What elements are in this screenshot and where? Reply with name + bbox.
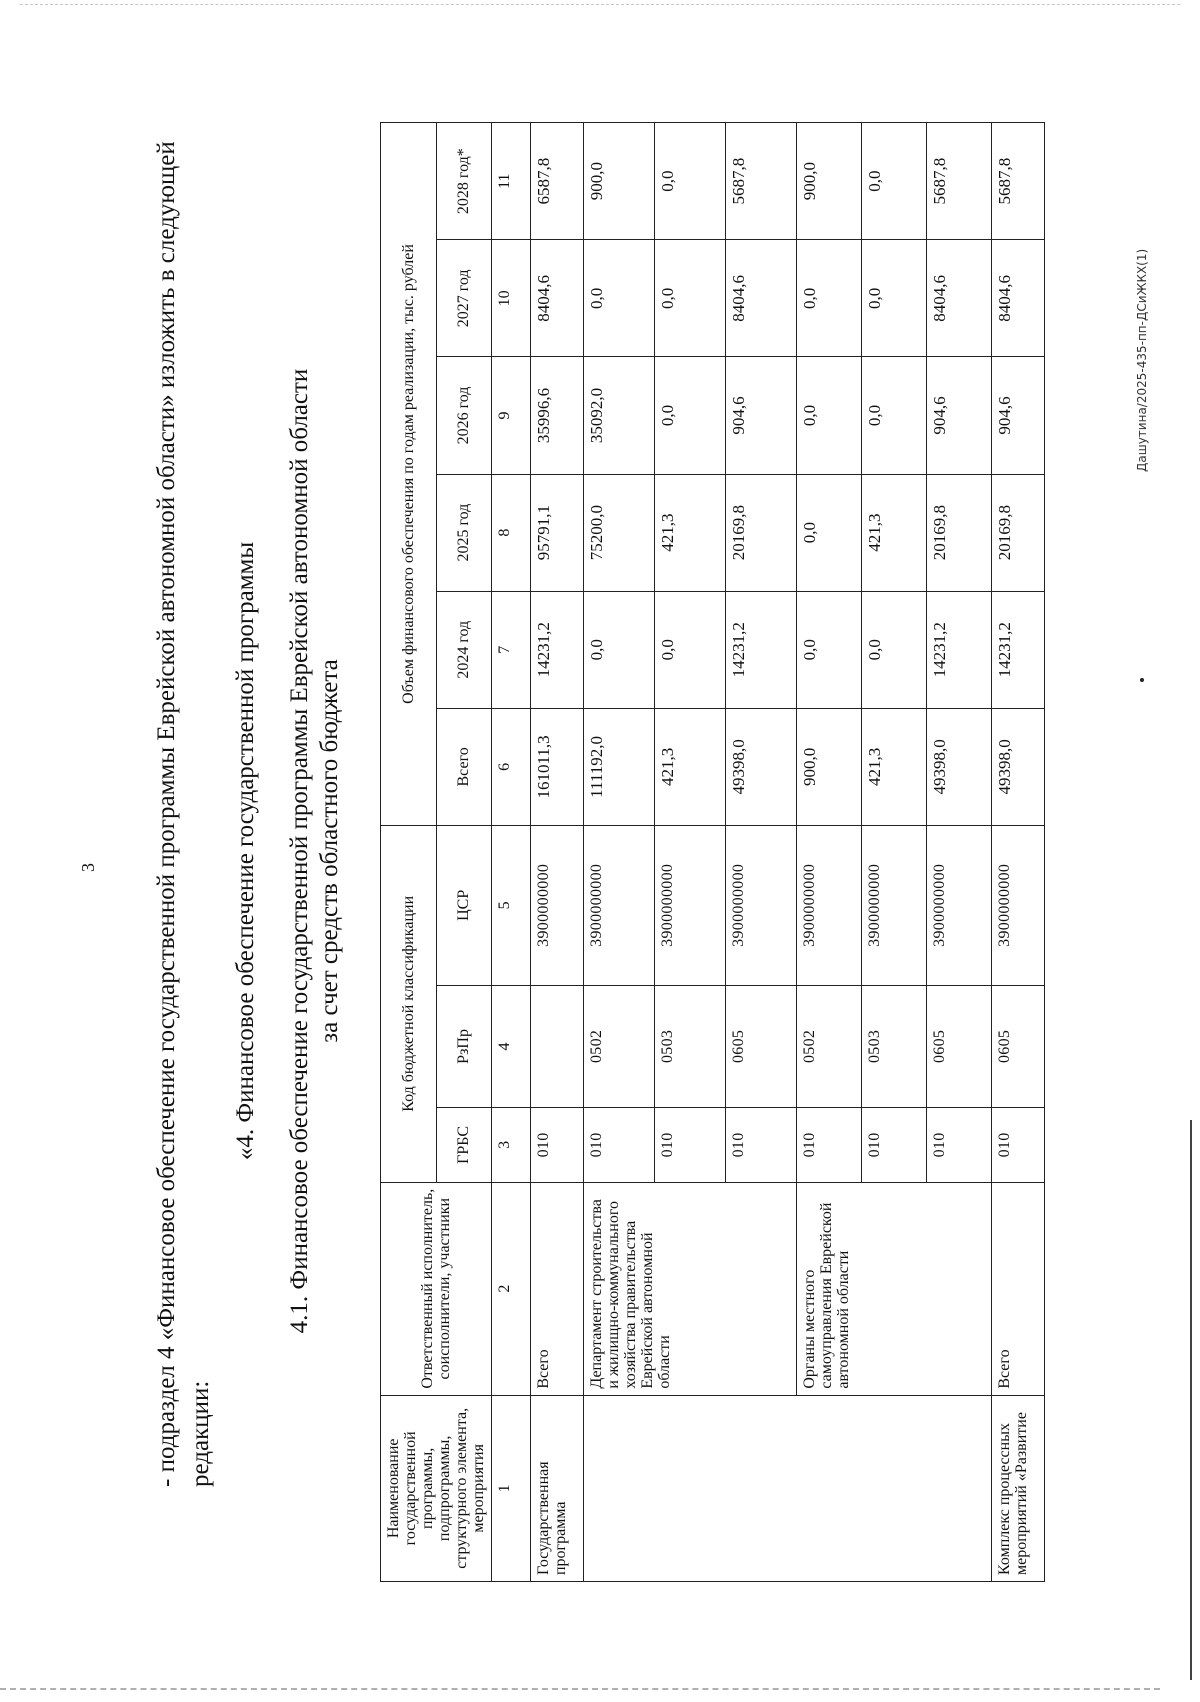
row-rzpr: 0605: [726, 985, 797, 1107]
row-2028: 0,0: [862, 123, 927, 240]
table-row: [992, 123, 1045, 1582]
row-2028: 900,0: [797, 123, 862, 240]
row-csr: 3900000000: [531, 825, 584, 985]
row-csr: 3900000000: [584, 825, 655, 985]
row-2024: 14231,2: [992, 591, 1045, 708]
row-grbs: 010: [992, 1108, 1045, 1183]
header-2027: 2027 год: [436, 240, 492, 357]
row-2024: 0,0: [862, 591, 927, 708]
row-csr: 3900000000: [992, 825, 1045, 985]
row-2026: 904,6: [927, 357, 992, 474]
row-csr: 3900000000: [655, 825, 726, 985]
row-2027: 8404,6: [531, 240, 584, 357]
column-number: 10: [492, 240, 531, 357]
header-csr: ЦСР: [436, 825, 492, 985]
row-2027: 0,0: [584, 240, 655, 357]
row-2028: 5687,8: [927, 123, 992, 240]
column-number: 5: [492, 825, 531, 985]
row-2026: 0,0: [797, 357, 862, 474]
row-grbs: 010: [927, 1108, 992, 1183]
row-total: 161011,3: [531, 708, 584, 825]
header-grbs: ГРБС: [436, 1108, 492, 1183]
row-2026: 904,6: [992, 357, 1045, 474]
row-2024: 0,0: [655, 591, 726, 708]
row-total: 49398,0: [927, 708, 992, 825]
row-total: 49398,0: [726, 708, 797, 825]
row-2028: 0,0: [655, 123, 726, 240]
header-name: Наименование государственной программы, подпрограммы, структурного элемента, мероприятия: [381, 1395, 492, 1581]
row-executor: Департамент строительства и жилищно-коммунального хозяйства правительства Еврейской автономной области: [584, 1182, 797, 1395]
row-2026: 35996,6: [531, 357, 584, 474]
column-number: 1: [492, 1395, 531, 1581]
row-2024: 0,0: [797, 591, 862, 708]
subsection-title-line2: за счет средств областного бюджета: [316, 659, 343, 1043]
row-rzpr: 0503: [862, 985, 927, 1107]
scan-dot: [1140, 678, 1144, 682]
column-number: 9: [492, 357, 531, 474]
row-2027: 0,0: [655, 240, 726, 357]
header-total: Всего: [436, 708, 492, 825]
column-number-row: [492, 123, 531, 1582]
row-rzpr: 0605: [992, 985, 1045, 1107]
row-executor: Органы местного самоуправления Еврейской автономной области: [797, 1182, 992, 1395]
header-budget-code: Код бюджетной классификации: [381, 825, 437, 1182]
subsection-title: [285, 0, 345, 1702]
financing-table: [380, 122, 1045, 1582]
row-2025: 75200,0: [584, 474, 655, 591]
row-2024: 0,0: [584, 591, 655, 708]
row-2027: 8404,6: [726, 240, 797, 357]
row-name: Комплекс процессных мероприятий «Развитие: [992, 1395, 1045, 1581]
row-2027: 8404,6: [927, 240, 992, 357]
subsection-title-line1: 4.1. Финансовое обеспечение государственной программы Еврейской автономной области: [286, 368, 313, 1334]
row-executor: Всего: [992, 1182, 1045, 1395]
table-row: [531, 123, 584, 1582]
row-2025: 421,3: [655, 474, 726, 591]
row-name: [584, 1395, 992, 1581]
row-2025: 0,0: [797, 474, 862, 591]
table-row: [584, 123, 655, 1582]
row-rzpr: [531, 985, 584, 1107]
row-rzpr: 0503: [655, 985, 726, 1107]
row-2027: 0,0: [797, 240, 862, 357]
column-number: 2: [492, 1182, 531, 1395]
row-executor: Всего: [531, 1182, 584, 1395]
row-2027: 0,0: [862, 240, 927, 357]
row-csr: 3900000000: [797, 825, 862, 985]
row-rzpr: 0502: [797, 985, 862, 1107]
column-number: 11: [492, 123, 531, 240]
row-grbs: 010: [797, 1108, 862, 1183]
header-rzpr: РзПр: [436, 985, 492, 1107]
row-rzpr: 0605: [927, 985, 992, 1107]
row-grbs: 010: [726, 1108, 797, 1183]
row-total: 49398,0: [992, 708, 1045, 825]
column-number: 8: [492, 474, 531, 591]
row-2025: 20169,8: [726, 474, 797, 591]
row-2028: 5687,8: [726, 123, 797, 240]
row-2024: 14231,2: [531, 591, 584, 708]
row-2026: 904,6: [726, 357, 797, 474]
row-2025: 421,3: [862, 474, 927, 591]
row-total: 900,0: [797, 708, 862, 825]
table-row: [797, 123, 862, 1582]
header-2024: 2024 год: [436, 591, 492, 708]
header-2026: 2026 год: [436, 357, 492, 474]
row-2024: 14231,2: [927, 591, 992, 708]
row-2027: 8404,6: [992, 240, 1045, 357]
column-number: 4: [492, 985, 531, 1107]
column-number: 3: [492, 1108, 531, 1183]
row-name: Государственная программа: [531, 1395, 584, 1581]
row-2026: 0,0: [655, 357, 726, 474]
row-2024: 14231,2: [726, 591, 797, 708]
header-2028: 2028 год*: [436, 123, 492, 240]
row-grbs: 010: [862, 1108, 927, 1183]
section-title: «4. Финансовое обеспечение государственной программы: [232, 541, 259, 1161]
row-2025: 20169,8: [927, 474, 992, 591]
row-rzpr: 0502: [584, 985, 655, 1107]
row-total: 421,3: [862, 708, 927, 825]
row-2028: 900,0: [584, 123, 655, 240]
row-csr: 3900000000: [726, 825, 797, 985]
footer-note: Дашутина/2025-435-пп-ДСиЖКХ(1): [1135, 248, 1149, 472]
header-2025: 2025 год: [436, 474, 492, 591]
row-2026: 35092,0: [584, 357, 655, 474]
row-2025: 95791,1: [531, 474, 584, 591]
row-total: 421,3: [655, 708, 726, 825]
row-grbs: 010: [531, 1108, 584, 1183]
row-2026: 0,0: [862, 357, 927, 474]
page-number: 3: [78, 863, 98, 872]
row-total: 111192,0: [584, 708, 655, 825]
column-number: 6: [492, 708, 531, 825]
row-grbs: 010: [584, 1108, 655, 1183]
row-csr: 3900000000: [927, 825, 992, 985]
row-2025: 20169,8: [992, 474, 1045, 591]
row-grbs: 010: [655, 1108, 726, 1183]
row-2028: 5687,8: [992, 123, 1045, 240]
row-2028: 6587,8: [531, 123, 584, 240]
row-csr: 3900000000: [862, 825, 927, 985]
column-number: 7: [492, 591, 531, 708]
header-funding: Объем финансового обеспечения по годам реализации, тыс. рублей: [381, 123, 437, 826]
intro-paragraph: - подраздел 4 «Финансовое обеспечение государственной программы Еврейской автономной области» изложить в следующей редакции:: [153, 141, 214, 1487]
header-executor: Ответственный исполнитель, соисполнители, участники: [381, 1182, 492, 1395]
